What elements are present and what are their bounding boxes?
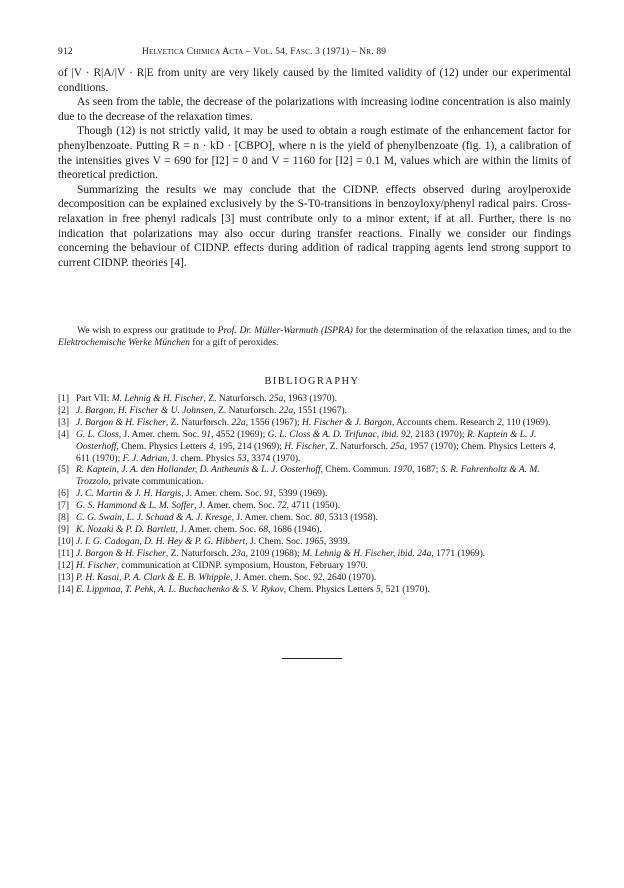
- reference-italic: 72: [277, 501, 287, 512]
- reference-segment: , J. Chem. Soc.: [245, 536, 305, 547]
- reference-italic: S. R. Fahrenholtz & A. M. Trozzolo: [76, 465, 540, 488]
- reference-segment: , J. Amer. chem. Soc.: [230, 572, 313, 583]
- reference-italic: 22a: [278, 405, 294, 416]
- reference-italic: 92: [312, 572, 323, 583]
- reference-number: [11]: [58, 548, 74, 559]
- reference-segment: , J. Amer. chem. Soc.: [175, 524, 259, 535]
- reference-segment: , 5313 (1958).: [324, 513, 378, 524]
- reference-text: [76, 489, 571, 501]
- reference-segment: Part VII:: [76, 394, 112, 404]
- reference-text: [76, 513, 571, 525]
- reference-italic: J. C. Martin & J. H. Hargis: [76, 489, 182, 500]
- acknowledgement-text: [58, 325, 571, 350]
- reference-text: [76, 501, 571, 513]
- reference-italic: 4: [208, 441, 214, 452]
- reference-number: [14]: [58, 584, 74, 595]
- reference-item: [58, 573, 571, 585]
- ack-text: for a gift of peroxides.: [189, 337, 279, 349]
- reference-number: [4]: [58, 429, 70, 440]
- paragraph: Summarizing the results we may conclude that the CIDNP. effects observed during aroylperoxide decomposition can be explained exclusively by the S-T0-transitions in benzoyloxy/phenyl radical pairs. Cross-relaxation in free phenyl radicals [3] must contribute only to a minor extent, if at all. Further, there is no indication that polarizations may also occur during transfer reactions. Finally we consider our findings concerning the behaviour of CIDNP. effects during addition of radical trapping agents lend strong support to current CIDNP. theories [4].: [58, 183, 571, 269]
- bibliography-title: BIBLIOGRAPHY: [264, 376, 360, 387]
- reference-number: [9]: [58, 524, 70, 535]
- paragraph: Though (12) is not strictly valid, it may be used to obtain a rough estimate of the enhancement factor for phenylbenzoate. Putting R = n · kD · [CBPO], where n is the yield of phenylbenzoate (fig. 1), a calibration of the intensities gives V = 690 for [I2] = 0 and V = 1160 for [I2] = 0.1 M, values which are within the limits of theoretical prediction.: [58, 125, 571, 182]
- reference-number: [7]: [58, 501, 70, 512]
- reference-segment: , J. Amer. chem. Soc.: [181, 489, 265, 500]
- reference-segment: , 195, 214 (1969);: [213, 441, 285, 452]
- reference-italic: 4: [548, 441, 554, 452]
- reference-italic: G. L. Closs & A. D. Trifunac, ibid. 92: [267, 429, 411, 440]
- reference-number: [3]: [58, 417, 70, 428]
- reference-item: [58, 549, 571, 561]
- ack-text: for the determination of the relaxation times, and to the: [352, 325, 571, 336]
- reference-italic: 2: [496, 417, 502, 428]
- reference-italic: E. Lippmaa, T. Pehk, A. L. Buchachenko & S. V. Rykov: [76, 584, 284, 595]
- reference-segment: , 4711 (1950).: [286, 501, 341, 512]
- page-header: [58, 47, 571, 61]
- reference-italic: M. Lehnig & H. Fischer, ibid. 24a: [302, 548, 432, 559]
- reference-segment: , Z. Naturforsch.: [324, 441, 391, 452]
- reference-segment: , 611 (1970);: [76, 441, 556, 464]
- reference-segment: , 4552 (1969);: [211, 429, 268, 440]
- reference-segment: , 521 (1970).: [380, 584, 430, 595]
- reference-segment: , 5399 (1969).: [273, 489, 328, 500]
- page-number: 912: [58, 47, 73, 57]
- reference-segment: , 2183 (1970);: [410, 429, 467, 440]
- reference-segment: , 110 (1969).: [501, 417, 551, 428]
- reference-italic: 25a: [268, 394, 284, 404]
- reference-number: [2]: [58, 405, 70, 416]
- ack-company: Elektrochemische Werke München: [58, 337, 190, 349]
- reference-italic: J. Bargon, H. Fischer & U. Johnsen: [76, 405, 214, 416]
- reference-item: [58, 489, 571, 501]
- reference-segment: , J. Amer. chem. Soc.: [231, 513, 315, 524]
- reference-segment: , J. chem. Physics: [167, 453, 238, 464]
- reference-segment: , 1551 (1967).: [293, 405, 347, 416]
- reference-item: [58, 394, 571, 406]
- reference-italic: 91: [264, 489, 274, 500]
- ack-text: We wish to express our gratitude to: [77, 325, 218, 336]
- reference-italic: 1965: [304, 536, 324, 547]
- reference-italic: J. Bargon & H. Fischer: [76, 548, 166, 559]
- reference-segment: , Z. Naturforsch.: [165, 417, 232, 428]
- reference-item: [58, 501, 571, 513]
- reference-segment: , 2109 (1968);: [245, 548, 303, 559]
- ack-person: Prof. Dr. Müller-Warmuth (ISPRA): [217, 325, 353, 336]
- reference-italic: 53: [237, 453, 247, 464]
- reference-number: [13]: [58, 572, 74, 583]
- reference-text: [76, 573, 571, 585]
- reference-segment: , Z. Naturforsch.: [165, 548, 232, 559]
- reference-segment: , Accounts chem. Research: [391, 417, 497, 428]
- reference-item: [58, 430, 571, 466]
- reference-italic: 91: [201, 429, 212, 440]
- reference-italic: J. I. G. Cadogan, D. H. Hey & P. G. Hibbert: [76, 536, 246, 547]
- reference-italic: G. S. Hammond & L. M. Soffer: [76, 501, 195, 512]
- reference-italic: R. Kaptein, J. A. den Hollander, D. Antheunis & L. J. Oosterhoff: [76, 465, 321, 476]
- reference-segment: , 3374 (1970).: [246, 453, 301, 464]
- reference-italic: R. Kaptein & L. J. Oosterhoff: [76, 429, 537, 452]
- reference-segment: , 1687;: [411, 465, 441, 476]
- reference-segment: , 1957 (1970); Chem. Physics Letters: [404, 441, 549, 452]
- reference-text: [76, 406, 571, 418]
- reference-text: [76, 561, 571, 573]
- reference-item: [58, 585, 571, 597]
- reference-italic: 80: [314, 513, 325, 524]
- reference-italic: 25a: [390, 441, 405, 452]
- reference-number: [10]: [58, 536, 74, 547]
- reference-item: [58, 406, 571, 418]
- reference-item: [58, 513, 571, 525]
- reference-text: [76, 537, 571, 549]
- reference-segment: , 2640 (1970).: [322, 572, 377, 583]
- acknowledgement: [58, 325, 571, 350]
- reference-segment: , Chem. Commun.: [320, 465, 393, 476]
- reference-number: [5]: [58, 465, 70, 476]
- reference-italic: 1970: [392, 465, 412, 476]
- reference-segment: , Chem. Physics Letters: [116, 441, 209, 452]
- reference-segment: , 1963 (1970).: [283, 394, 338, 404]
- reference-text: [76, 394, 571, 406]
- reference-italic: H. Fischer & J. Bargon: [302, 417, 392, 428]
- reference-italic: M. Lehnig & H. Fischer: [111, 394, 204, 404]
- reference-italic: 22a: [231, 417, 246, 428]
- reference-list: [58, 394, 571, 596]
- reference-number: [12]: [58, 560, 74, 571]
- reference-item: [58, 537, 571, 549]
- paragraph: of |V · R|A/|V · R|E from unity are very likely caused by the limited validity of (12) under our experimental conditions.: [58, 67, 571, 94]
- reference-italic: 23a: [231, 548, 246, 559]
- reference-italic: 68: [258, 524, 268, 535]
- reference-segment: , Chem. Physics Letters: [283, 584, 377, 595]
- reference-number: [6]: [58, 489, 70, 500]
- reference-italic: P. H. Kasai, P. A. Clark & E. B. Whipple: [76, 572, 231, 583]
- reference-italic: C. G. Swain, L. J. Schaad & A. J. Kresge: [76, 513, 232, 524]
- reference-text: [76, 549, 571, 561]
- reference-text: [76, 525, 571, 537]
- running-title: Helvetica Chimica Acta – Vol. 54, Fasc. 3 (1971) – Nr. 89: [142, 47, 387, 57]
- reference-segment: , 1771 (1969).: [431, 548, 486, 559]
- reference-italic: K. Nozaki & P. D. Bartlett: [76, 524, 176, 535]
- reference-item: [58, 525, 571, 537]
- reference-italic: H. Fischer: [76, 560, 117, 571]
- reference-segment: , communication at CIDNP. symposium, Houston, February 1970.: [116, 560, 368, 571]
- reference-number: [8]: [58, 513, 70, 524]
- reference-number: [1]: [58, 394, 70, 404]
- reference-italic: 5: [376, 584, 381, 595]
- reference-text: [76, 418, 571, 430]
- reference-item: [58, 418, 571, 430]
- reference-segment: , 1686 (1946).: [267, 524, 322, 535]
- paragraph: As seen from the table, the decrease of the polarizations with increasing iodine concentration is also mainly due to the decrease of the relaxation times.: [58, 96, 571, 123]
- reference-text: [76, 430, 571, 466]
- reference-text: [76, 585, 571, 597]
- reference-italic: G. L. Closs: [76, 429, 119, 440]
- reference-italic: F. J. Adrian: [122, 453, 168, 464]
- reference-segment: , Z. Naturforsch.: [213, 405, 279, 416]
- reference-segment: , private communication.: [108, 477, 204, 488]
- reference-segment: , J. Amer. chem. Soc.: [194, 501, 278, 512]
- reference-italic: J. Bargon & H. Fischer: [76, 417, 166, 428]
- reference-item: [58, 465, 571, 489]
- reference-segment: , 3939.: [323, 536, 350, 547]
- end-rule: [282, 658, 342, 659]
- body-text: [58, 66, 571, 270]
- reference-segment: , 1556 (1967);: [245, 417, 303, 428]
- reference-item: [58, 561, 571, 573]
- reference-segment: , J. Amer. chem. Soc.: [118, 429, 202, 440]
- reference-italic: H. Fischer: [284, 441, 325, 452]
- reference-text: [76, 465, 571, 489]
- reference-segment: , Z. Naturforsch.: [203, 394, 269, 404]
